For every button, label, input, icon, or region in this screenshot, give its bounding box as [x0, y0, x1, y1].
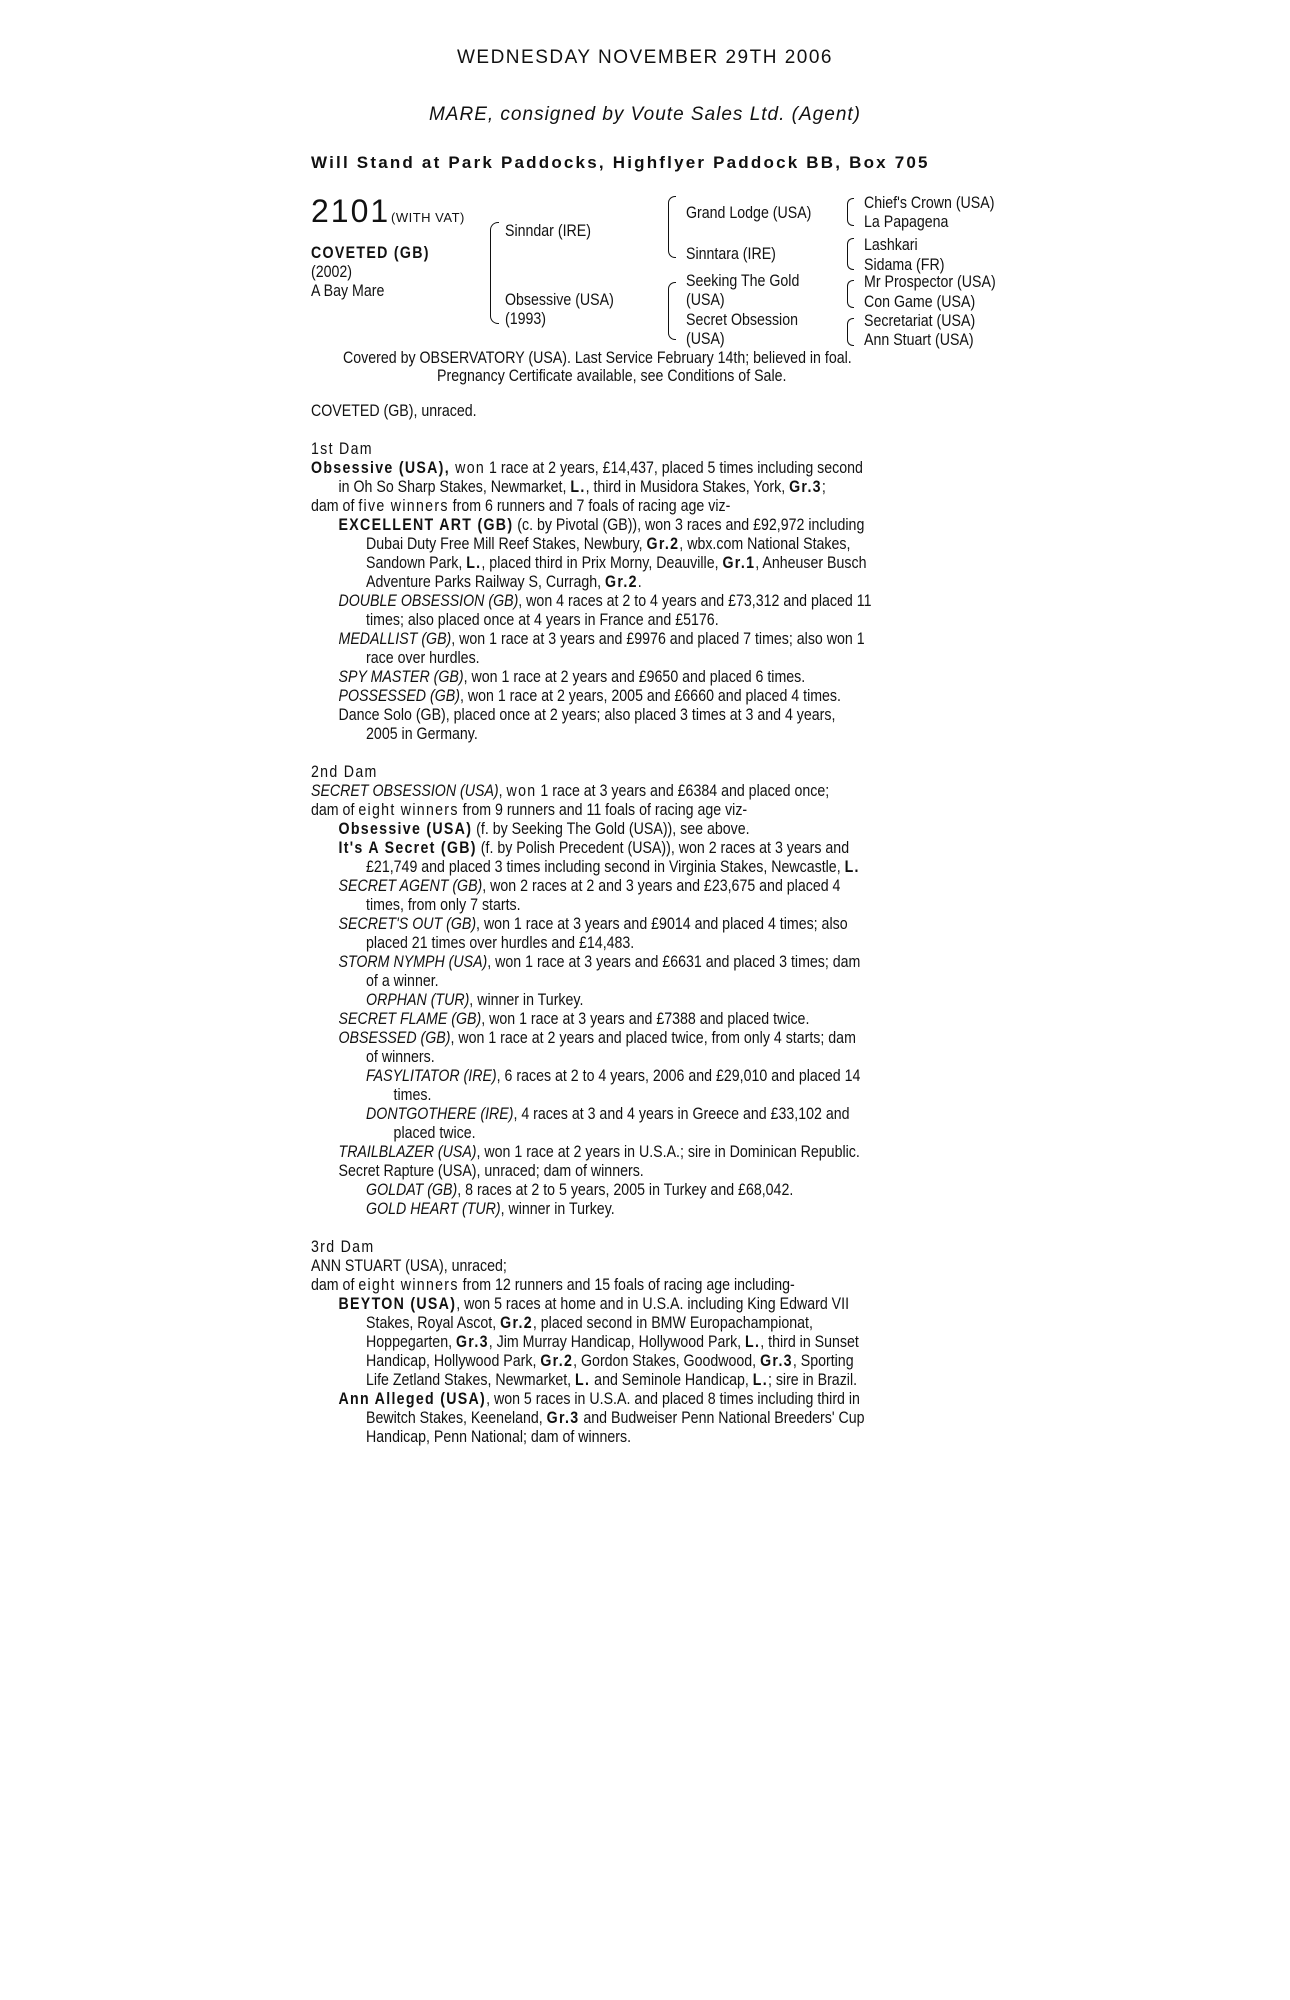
pedigree-dam-sire-2: (USA) — [686, 291, 725, 309]
progeny-name: TRAILBLAZER (USA) — [338, 1143, 477, 1161]
pedigree-g3-5: Mr Prospector (USA) — [864, 273, 996, 291]
progeny-line — [311, 1067, 913, 1086]
progeny-line — [311, 1333, 913, 1352]
progeny-name: Obsessive (USA) — [338, 820, 473, 838]
second-dam-line — [311, 782, 913, 801]
catalogue-body — [311, 402, 913, 1447]
pedigree-g3-4: Sidama (FR) — [864, 256, 945, 274]
text: , Gordon Stakes, Goodwood, — [573, 1352, 761, 1370]
pedigree-g3-3: Lashkari — [864, 236, 918, 254]
pedigree-sire: Sinndar (IRE) — [505, 222, 591, 240]
text: , won 1 race at 2 years, 2005 and £6660 and placed 4 times. — [459, 687, 841, 705]
progeny-name: DOUBLE OBSESSION (GB) — [338, 592, 519, 610]
progeny-line — [311, 820, 913, 839]
progeny-line — [311, 1143, 913, 1162]
text: 1 race at 3 years and £6384 and placed once; — [536, 782, 830, 800]
progeny-line: times. — [393, 1086, 432, 1104]
progeny-line — [311, 1029, 913, 1048]
progeny-line — [311, 630, 913, 649]
text: , 6 races at 2 to 4 years, 2006 and £29,010 and placed 14 — [496, 1067, 861, 1085]
text: , placed second in BMW Europachampionat, — [532, 1314, 813, 1332]
progeny-line — [311, 535, 913, 554]
progeny-line — [311, 1010, 913, 1029]
progeny-line: of winners. — [366, 1048, 435, 1066]
pedigree-dam-dam: Secret Obsession — [686, 311, 799, 329]
third-dam-line — [311, 1276, 913, 1295]
progeny-name: GOLDAT (GB) — [366, 1181, 458, 1199]
progeny-name: BEYTON (USA) — [338, 1295, 457, 1313]
lot-number: 2101 — [311, 193, 391, 229]
progeny-name: Ann Alleged (USA) — [338, 1390, 487, 1408]
progeny-name: OBSESSED (GB) — [338, 1029, 451, 1047]
text: Bewitch Stakes, Keeneland, — [366, 1409, 547, 1427]
progeny-line — [311, 1352, 913, 1371]
grade-text: Gr.2 — [646, 535, 680, 553]
first-dam-line — [311, 459, 913, 478]
progeny-name: GOLD HEART (TUR) — [366, 1200, 501, 1218]
winners-text: eight winners — [358, 1276, 459, 1294]
grade-text: Gr.3 — [789, 478, 822, 496]
second-dam-line — [311, 801, 913, 820]
text: Hoppegarten, — [366, 1333, 456, 1351]
grade-text: Gr.2 — [605, 573, 638, 591]
text: , won 5 races in U.S.A. and placed 8 times including third in — [486, 1390, 860, 1408]
first-dam-line — [311, 497, 913, 516]
pedigree-g3-6: Con Game (USA) — [864, 293, 976, 311]
progeny-line: placed twice. — [393, 1124, 476, 1142]
text: (f. by Seeking The Gold (USA)), see above. — [472, 820, 750, 838]
grade-text: L. — [844, 858, 860, 876]
text: , won 5 races at home and in U.S.A. including King Edward VII — [456, 1295, 850, 1313]
grade-text: L. — [745, 1333, 761, 1351]
text: , wbx.com National Stakes, — [679, 535, 851, 553]
progeny-line: 2005 in Germany. — [366, 725, 478, 743]
progeny-line — [311, 1314, 913, 1333]
text: . — [637, 573, 642, 591]
text: Adventure Parks Railway S, Curragh, — [366, 573, 606, 591]
progeny-name: It's A Secret (GB) — [338, 839, 477, 857]
progeny-name: STORM NYMPH (USA) — [338, 953, 488, 971]
first-dam-heading: 1st Dam — [311, 440, 373, 458]
text: dam of — [311, 801, 359, 819]
progeny-line — [311, 1390, 913, 1409]
text: , won 1 race at 2 years and placed twice, from only 4 starts; dam — [450, 1029, 856, 1047]
progeny-name: MEDALLIST (GB) — [338, 630, 452, 648]
progeny-line: race over hurdles. — [366, 649, 480, 667]
horse-year: (2002) — [311, 263, 353, 281]
progeny-line: Dance Solo (GB), placed once at 2 years; also placed 3 times at 3 and 4 years, — [338, 706, 836, 724]
text: 1 race at 2 years, £14,437, placed 5 times including second — [485, 459, 863, 477]
progeny-line: of a winner. — [366, 972, 439, 990]
pedigree-g3-1: Chief's Crown (USA) — [864, 194, 995, 212]
stand-location: Will Stand at Park Paddocks, Highflyer Paddock BB, Box 705 — [311, 153, 930, 172]
progeny-line — [311, 953, 913, 972]
progeny-name: POSSESSED (GB) — [338, 687, 460, 705]
pedigree-dam: Obsessive (USA) — [505, 291, 614, 309]
text: ; — [821, 478, 826, 496]
won-text: won — [449, 459, 486, 477]
progeny-name: ORPHAN (TUR) — [366, 991, 470, 1009]
text: , winner in Turkey. — [469, 991, 584, 1009]
progeny-line — [311, 858, 913, 877]
text: , — [498, 782, 507, 800]
text: Life Zetland Stakes, Newmarket, — [366, 1371, 576, 1389]
text: , won 2 races at 2 and 3 years and £23,675 and placed 4 — [482, 877, 841, 895]
text: Handicap, Hollywood Park, — [366, 1352, 541, 1370]
progeny-name: SECRET'S OUT (GB) — [338, 915, 477, 933]
won-text: won — [506, 782, 537, 800]
grade-text: L. — [575, 1371, 591, 1389]
progeny-line — [311, 516, 913, 535]
third-dam-line: ANN STUART (USA), unraced; — [311, 1257, 507, 1275]
progeny-line: times, from only 7 starts. — [366, 896, 521, 914]
text: £21,749 and placed 3 times including second in Virginia Stakes, Newcastle, — [366, 858, 845, 876]
pedigree-dam-dam-2: (USA) — [686, 330, 725, 348]
text: , third in Musidora Stakes, York, — [585, 478, 790, 496]
progeny-line: times; also placed once at 4 years in France and £5176. — [366, 611, 719, 629]
progeny-line — [311, 1371, 913, 1390]
pedigree-brace — [668, 196, 676, 258]
summary-line: COVETED (GB), unraced. — [311, 402, 477, 420]
progeny-line — [311, 573, 913, 592]
grade-text: Gr.3 — [455, 1333, 489, 1351]
progeny-line — [311, 554, 913, 573]
progeny-line — [311, 839, 913, 858]
progeny-line — [311, 991, 913, 1010]
second-dam-heading: 2nd Dam — [311, 763, 378, 781]
progeny-line — [311, 1409, 913, 1428]
pregnancy-line: Pregnancy Certificate available, see Conditions of Sale. — [437, 367, 787, 385]
third-dam-heading: 3rd Dam — [311, 1238, 375, 1256]
progeny-name: SECRET AGENT (GB) — [338, 877, 483, 895]
progeny-line: Handicap, Penn National; dam of winners. — [366, 1428, 632, 1446]
winners-text: five winners — [358, 497, 449, 515]
text: , won 4 races at 2 to 4 years and £73,312 and placed 11 — [518, 592, 872, 610]
text: , winner in Turkey. — [500, 1200, 615, 1218]
covered-line: Covered by OBSERVATORY (USA). Last Service February 14th; believed in foal. — [343, 349, 852, 367]
progeny-name: FASYLITATOR (IRE) — [366, 1067, 497, 1085]
text: , Sporting — [792, 1352, 854, 1370]
text: and Seminole Handicap, — [590, 1371, 753, 1389]
grade-text: Gr.3 — [546, 1409, 580, 1427]
lot-vat: (WITH VAT) — [391, 210, 465, 225]
text: and Budweiser Penn National Breeders' Cup — [579, 1409, 865, 1427]
text: in Oh So Sharp Stakes, Newmarket, — [338, 478, 571, 496]
grade-text: L. — [752, 1371, 768, 1389]
grade-text: Gr.3 — [760, 1352, 793, 1370]
progeny-line: placed 21 times over hurdles and £14,483. — [366, 934, 635, 952]
text: , won 1 race at 2 years and £9650 and placed 6 times. — [463, 668, 806, 686]
text: , won 1 race at 3 years and £7388 and placed twice. — [481, 1010, 810, 1028]
text: , Anheuser Busch — [755, 554, 867, 572]
horse-name: COVETED (GB) — [311, 244, 430, 262]
text: dam of — [311, 497, 359, 515]
pedigree-brace — [490, 222, 499, 324]
pedigree-brace — [847, 238, 854, 270]
progeny-line — [311, 668, 913, 687]
pedigree-dam-year: (1993) — [505, 310, 547, 328]
grade-text: Gr.1 — [722, 554, 756, 572]
pedigree-sire-sire: Grand Lodge (USA) — [686, 204, 812, 222]
progeny-name: SPY MASTER (GB) — [338, 668, 464, 686]
pedigree-g3-2: La Papagena — [864, 213, 949, 231]
text: from 9 runners and 11 foals of racing age viz- — [458, 801, 748, 819]
text: (f. by Polish Precedent (USA)), won 2 races at 3 years and — [476, 839, 850, 857]
text: , won 1 race at 3 years and £9014 and placed 4 times; also — [476, 915, 848, 933]
text: , Jim Murray Handicap, Hollywood Park, — [488, 1333, 746, 1351]
pedigree-g3-7: Secretariat (USA) — [864, 312, 976, 330]
text: ; sire in Brazil. — [767, 1371, 858, 1389]
grade-text: Gr.2 — [540, 1352, 574, 1370]
grade-text: Gr.2 — [500, 1314, 533, 1332]
text: , placed third in Prix Morny, Deauville, — [481, 554, 723, 572]
text: dam of — [311, 1276, 359, 1294]
progeny-name: SECRET FLAME (GB) — [338, 1010, 482, 1028]
pedigree-sire-dam: Sinntara (IRE) — [686, 245, 776, 263]
text: , third in Sunset — [760, 1333, 859, 1351]
progeny-line — [311, 877, 913, 896]
grade-text: L. — [466, 554, 482, 572]
text: Sandown Park, — [366, 554, 467, 572]
text: Stakes, Royal Ascot, — [366, 1314, 501, 1332]
progeny-line — [311, 915, 913, 934]
pedigree-brace — [847, 198, 854, 226]
text: , 8 races at 2 to 5 years, 2005 in Turkey and £68,042. — [457, 1181, 794, 1199]
dam-name: Obsessive (USA), — [311, 459, 450, 477]
progeny-line — [311, 592, 913, 611]
progeny-line — [311, 1181, 913, 1200]
pedigree-g3-8: Ann Stuart (USA) — [864, 331, 974, 349]
text: , won 1 race at 3 years and £6631 and placed 3 times; dam — [487, 953, 861, 971]
text: , won 1 race at 3 years and £9976 and placed 7 times; also won 1 — [451, 630, 865, 648]
dam-name: SECRET OBSESSION (USA) — [311, 782, 499, 800]
text: , 4 races at 3 and 4 years in Greece and £33,102 and — [513, 1105, 850, 1123]
pedigree-dam-sire: Seeking The Gold — [686, 272, 800, 290]
horse-description: A Bay Mare — [311, 282, 385, 300]
progeny-line — [311, 1200, 913, 1219]
sale-date: WEDNESDAY NOVEMBER 29TH 2006 — [456, 47, 833, 68]
progeny-name: DONTGOTHERE (IRE) — [366, 1105, 514, 1123]
text: , won 1 race at 2 years in U.S.A.; sire in Dominican Republic. — [476, 1143, 860, 1161]
winners-text: eight winners — [358, 801, 459, 819]
pedigree-brace — [847, 318, 854, 346]
progeny-line — [311, 1105, 913, 1124]
progeny-name: EXCELLENT ART (GB) — [338, 516, 514, 534]
first-dam-line — [311, 478, 913, 497]
grade-text: L. — [570, 478, 586, 496]
pedigree-brace — [668, 282, 676, 340]
progeny-line: Secret Rapture (USA), unraced; dam of winners. — [338, 1162, 644, 1180]
progeny-line — [311, 687, 913, 706]
pedigree-brace — [847, 280, 854, 308]
text: (c. by Pivotal (GB)), won 3 races and £92,972 including — [513, 516, 865, 534]
consignment-line: MARE, consigned by Voute Sales Ltd. (Agent) — [428, 104, 861, 125]
text: from 6 runners and 7 foals of racing age viz- — [448, 497, 731, 515]
text: from 12 runners and 15 foals of racing age including- — [458, 1276, 795, 1294]
text: Dubai Duty Free Mill Reef Stakes, Newbury, — [366, 535, 647, 553]
progeny-line — [311, 1295, 913, 1314]
